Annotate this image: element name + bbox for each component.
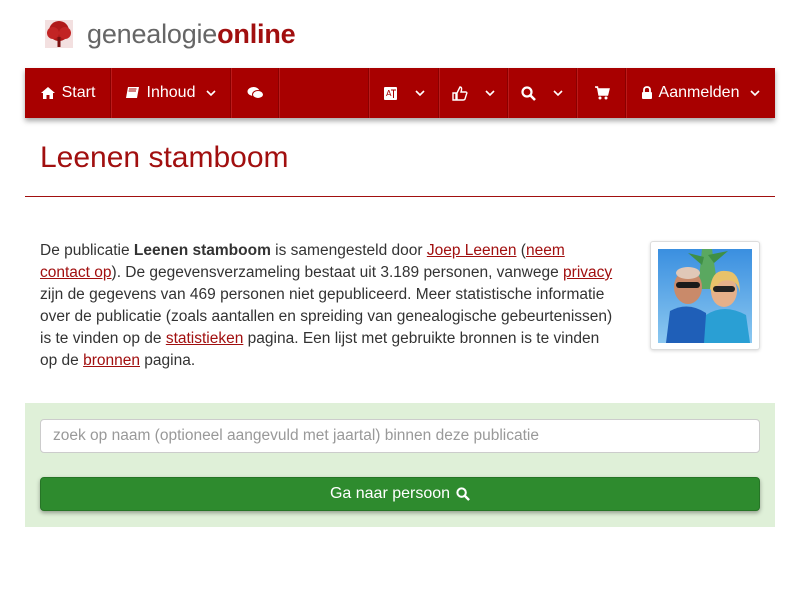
- thumbs-up-icon: [452, 86, 468, 101]
- logo-text: [87, 18, 295, 50]
- logo-text-part2: online: [217, 19, 296, 49]
- author-photo: [658, 249, 752, 343]
- nav-spacer: [279, 68, 369, 118]
- chevron-down-icon: [205, 89, 217, 97]
- person-search-panel: [25, 403, 775, 527]
- book-icon: [125, 86, 141, 100]
- nav-login[interactable]: [626, 68, 775, 118]
- statistics-link[interactable]: statistieken: [165, 330, 244, 347]
- search-icon: [521, 86, 536, 101]
- nav-inhoud-label: Inhoud: [146, 84, 196, 101]
- logo-text-part1: genealogie: [87, 19, 218, 49]
- nav-forum[interactable]: [231, 68, 279, 118]
- publication-name: Leenen stamboom: [133, 242, 271, 259]
- cart-icon: [594, 86, 610, 100]
- nav-shop[interactable]: [577, 68, 626, 118]
- intro-text: pagina. Een lijst met gebruikte bronnen is te vinden op de: [40, 330, 600, 369]
- nav-social[interactable]: [439, 68, 508, 118]
- privacy-link[interactable]: privacy: [563, 264, 613, 281]
- title-divider: [25, 196, 775, 197]
- publication-intro: [40, 240, 615, 372]
- person-search-input[interactable]: [40, 419, 760, 453]
- nav-start[interactable]: [25, 68, 111, 118]
- search-icon: [456, 487, 470, 501]
- author-link[interactable]: Joep Leenen: [426, 242, 517, 259]
- intro-text: is samengesteld door: [270, 242, 427, 259]
- main-navbar: [25, 68, 775, 118]
- home-icon: [40, 86, 56, 100]
- comments-icon: [247, 86, 264, 100]
- language-icon: [383, 86, 398, 101]
- chevron-down-icon: [484, 89, 496, 97]
- intro-text: ). De gegevensverzameling bestaat uit 3.189 personen, vanwege: [111, 264, 564, 281]
- tree-icon: [45, 20, 73, 48]
- site-logo[interactable]: [45, 18, 295, 50]
- chevron-down-icon: [414, 89, 426, 97]
- chevron-down-icon: [552, 89, 564, 97]
- intro-text: zijn de gegevens van 469 personen niet gepubliceerd. Meer statistische informatie over de publicatie (zoals aantallen en spreiding van genealogische gebeurtenissen) is te vinden op de: [40, 286, 613, 347]
- intro-text: (: [520, 242, 526, 259]
- nav-start-label: Start: [61, 84, 96, 101]
- nav-language[interactable]: [369, 68, 439, 118]
- go-to-person-button[interactable]: [40, 477, 760, 511]
- author-photo-frame[interactable]: [650, 241, 760, 350]
- go-to-person-label: Ga naar persoon: [329, 485, 451, 502]
- intro-text: De publicatie: [40, 242, 134, 259]
- nav-login-label: Aanmelden: [658, 84, 740, 101]
- page-title: Leenen stamboom: [40, 141, 289, 174]
- contact-link[interactable]: neem contact op: [40, 242, 565, 281]
- nav-search[interactable]: [508, 68, 577, 118]
- sources-link[interactable]: bronnen: [83, 352, 140, 369]
- intro-text: pagina.: [140, 352, 196, 369]
- svg-text:A: A: [385, 88, 391, 98]
- lock-icon: [641, 86, 653, 100]
- chevron-down-icon: [749, 89, 761, 97]
- nav-inhoud[interactable]: [111, 68, 231, 118]
